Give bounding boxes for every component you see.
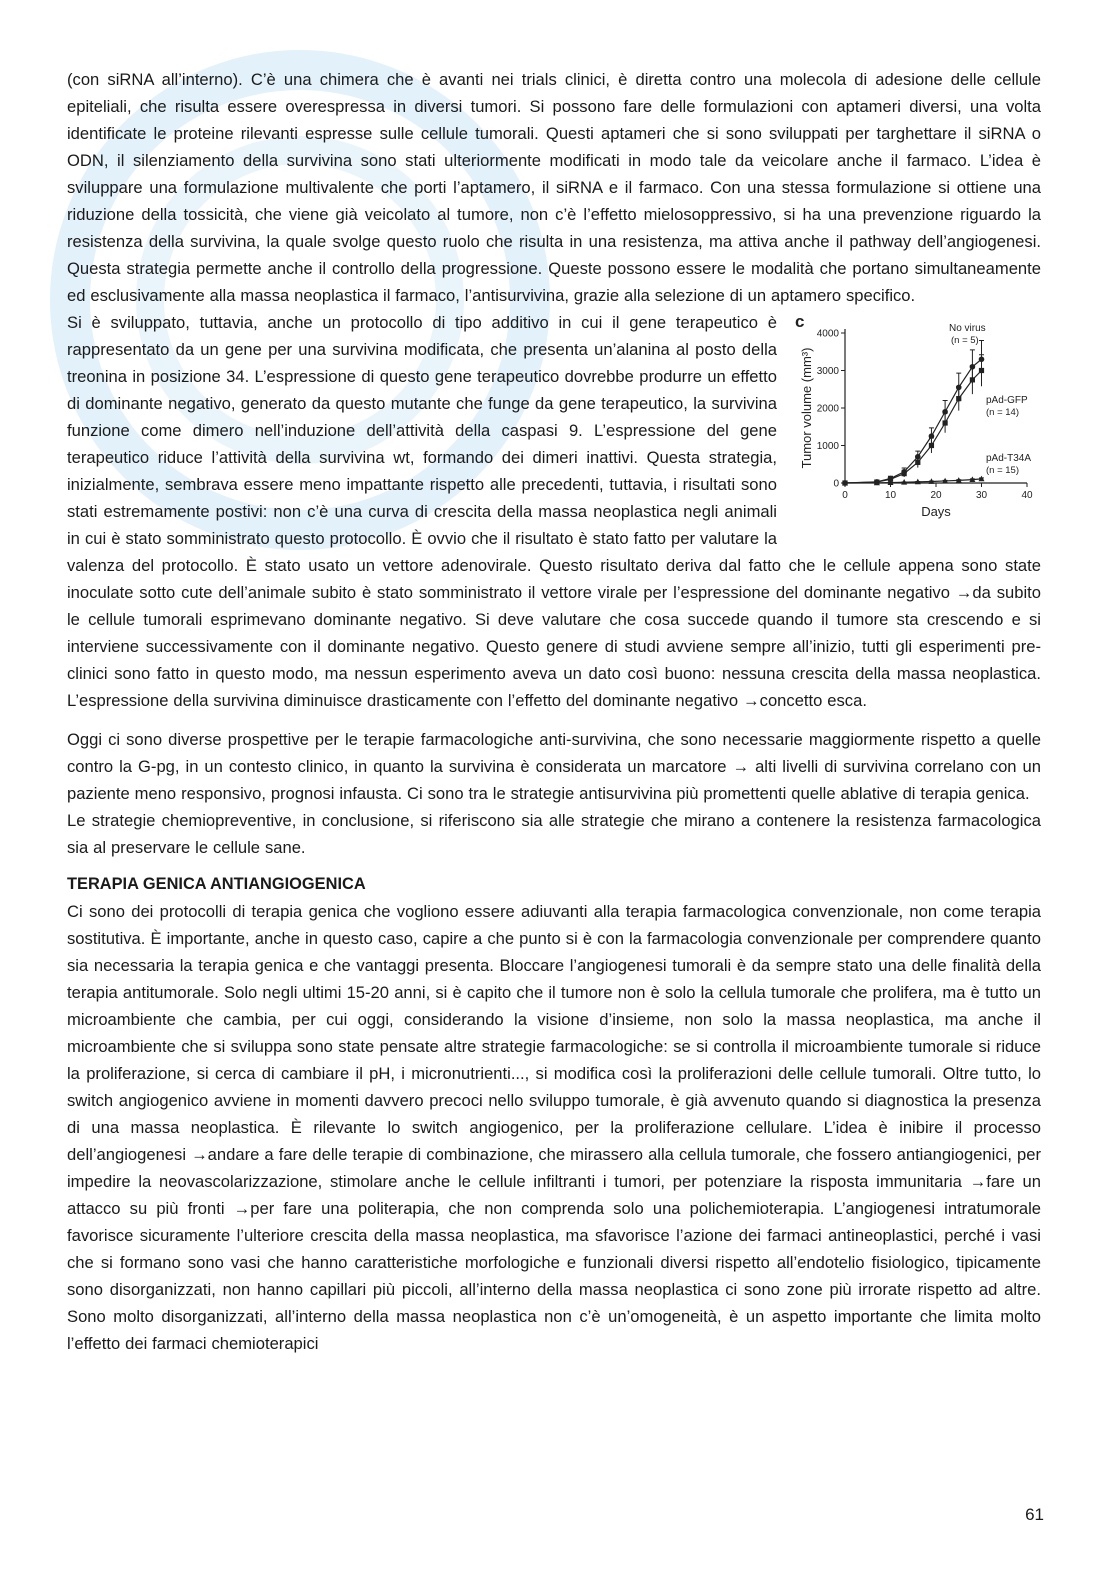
paragraph-antisurvivin-perspectives: Oggi ci sono diverse prospettive per le terapie farmacologiche anti-survivina, che sono necessarie maggiormente rispetto a quelle contro la G-pg, in un contesto clinico, in quanto la survivina è considerata un marcatore → alti livelli di survivina correlano con un paziente meno responsivo, prognosi infausta. Ci sono tra le strategie antisurvivina più promettenti quelle ablative di terapia genica.: [67, 730, 1041, 803]
data-point: [915, 460, 920, 465]
x-tick-label: 0: [842, 490, 848, 501]
series-label: pAd-GFP: [986, 395, 1028, 406]
page-number: 61: [1025, 1505, 1044, 1524]
y-tick-label: 0: [833, 478, 839, 490]
paragraph-survivin-mutant: Si è sviluppato, tuttavia, anche un protocollo di tipo additivo in cui il gene terapeutico è rappresentato da un gene per una survivina modificata, che presenta un’alanina al posto della treonina in posizione 34. L’espressione di questo gene terapeutico dovrebbe produrre un effetto di dominante negativo, generato da questo mutante che funge da gene terapeutico, la survivina funzione come dimero nell’induzione dell’attività della caspasi 9. L’espressione del gene terapeutico riduce l’attività della survivina wt, formando dei dimeri inattivi. Questa strategia, inizialmente, sembrava essere meno impattante rispetto alle precedenti, tuttavia, i risultati sono stati estremamente postivi: non c’è una curva di crescita della massa neoplastica negli animali in cui è stato somministrato questo protocollo. È ovvio che il risultato è stato fatto per valutare la valenza del protocollo. È stato usato un vettore adenovirale. Questo risultato deriva dal fatto che le cellule appena sono state inoculate sotto cute dell’animale subito è stato somministrato il vettore virale per l’espressione del dominante negativo →da subito le cellule tumorali esprimevano dominante negativo. Si deve valutare che cosa succede quando il tumore sta crescendo e si interviene successivamente con il dominante negativo. Questo genere di studi avviene sempre all’inizio, tutti gli esperimenti pre-clinici sono fatto in questo modo, ma nessun esperimento aveva un dato così buono: nessuna crescita della massa neoplastica. L’espressione della survivina diminuisce drasticamente con l’effetto del dominante negativo →concetto esca.: [67, 313, 1041, 710]
data-point: [979, 368, 984, 373]
panel-label: c: [795, 312, 805, 331]
x-tick-label: 10: [884, 490, 897, 501]
data-point: [956, 396, 961, 401]
series-label: No virus: [949, 323, 986, 334]
data-point: [970, 377, 975, 382]
y-tick-label: 1000: [816, 441, 839, 452]
x-tick-label: 20: [930, 490, 942, 501]
data-point: [902, 471, 907, 476]
paragraph-antiangiogenic: Ci sono dei protocolli di terapia genica che vogliono essere adiuvanti alla terapia farmacologica convenzionale, non come terapia sostitutiva. È importante, anche in questo caso, capire a che punto si è con la farmacologia convenzionale per comprendere quanto sia necessaria la terapia genica e che vantaggi presenta. Bloccare l’angiogenesi tumorali è da sempre stato una delle finalità della terapia antitumorale. Solo negli ultimi 15-20 anni, si è capito che il tumore non è solo la cellula tumorale che prolifera, ma è tutto un microambiente che cambia, per cui oggi, considerando la visione d’insieme, non solo la massa neoplastica, ma anche il microambiente che si sviluppa sono state pensate altre strategie farmacologiche: se si controlla il microambiente tumorale si riduce la proliferazione, si cerca di cambiare il pH, i micronutrienti..., si modifica così la proliferazioni delle cellule tumorali. Oltre tutto, lo switch angiogenico avviene in momenti davvero precoci nello sviluppo tumorale, è già avvenuto quando si diagnostica la presenza di una massa neoplastica. È rilevante lo switch angiogenico, per la proliferazione cellulare. L’idea è inibire il processo dell’angiogenesi →andare a fare delle terapie di combinazione, che mirassero alla cellula tumorale, che fossero antiangiogenici, per impedire la neovascolarizzazione, stimolare anche le cellule infiltranti i tumori, per potenziare la risposta immunitaria →fare un attacco su più fronti →per fare una politerapia, che non comprenda solo una polichemioterapia. L’angiogenesi intratumorale favorisce sicuramente l’ulteriore crescita della massa neoplastica, ma sfavorisce l’azione dei farmaci antineoplastici, perché i vasi che si formano sono vasi che hanno caratteristiche morfologiche e funzionali diversi rispetto all’endotelio fisiologico, tipicamente sono disorganizzati, non hanno capillari più piccoli, all’interno della massa neoplastica ci sono zone più irrorate rispetto ad altre. Sono molto disorganizzati, all’interno della massa neoplastica non c’è un’omogeneità, è un aspetto importante che limita molto l’effetto dei farmaci chemioterapici: [67, 902, 1041, 1353]
y-tick-label: 4000: [816, 328, 839, 340]
series-line-0: [845, 359, 982, 483]
y-tick-label: 2000: [816, 403, 839, 415]
tumor-volume-chart: [791, 311, 1047, 529]
x-tick-label: 40: [1021, 490, 1033, 501]
data-point: [943, 420, 948, 425]
paragraph-chemopreventive: Le strategie chemiopreventive, in conclusione, si riferiscono sia alle strategie che mirano a contenere la resistenza farmacologica sia al preservare le cellule sane.: [67, 811, 1041, 857]
y-tick-label: 3000: [816, 366, 839, 377]
series-n-label: (n = 14): [986, 407, 1020, 418]
section-heading: TERAPIA GENICA ANTIANGIOGENICA: [67, 875, 366, 893]
x-axis-label: Days: [921, 504, 951, 519]
series-n-label: (n = 5): [951, 335, 979, 346]
x-tick-label: 30: [975, 490, 988, 501]
chart-svg: [791, 311, 1047, 529]
y-axis-label: Tumor volume (mm³): [799, 347, 814, 469]
document-page: [67, 66, 1041, 1357]
paragraph-aptamer: (con siRNA all’interno). C’è una chimera che è avanti nei trials clinici, è diretta contro una molecola di adesione delle cellule epiteliali, che risulta essere overespressa in diversi tumori. Si possono fare delle formulazioni con aptameri diversi, una volta identificate le proteine rilevanti espresse sulle cellule tumorali. Questi aptameri che si sono sviluppati per targhettare il siRNA o ODN, il silenziamento della survivina sono stati ulteriormente modificati in modo tale da veicolare anche il farmaco. L’idea è sviluppare una formulazione multivalente che porti l’aptamero, il siRNA e il farmaco. Con una stessa formulazione si ottiene una riduzione della tossicità, che viene già veicolato al tumore, non c’è l’effetto mielosoppressivo, si ha una prevenzione riguardo la resistenza della survivina, la quale svolge questo ruolo che risulta in una resistenza, ma attiva anche il pathway dell’angiogenesi. Questa strategia permette anche il controllo della progressione. Queste possono essere le modalità che portano simultaneamente ed esclusivamente alla massa neoplastica il farmaco, l’antisurvivina, grazie alla selezione di un aptamero specifico.: [67, 70, 1041, 305]
series-label: pAd-T34A: [986, 453, 1032, 464]
series-n-label: (n = 15): [986, 465, 1020, 476]
data-point: [929, 443, 934, 448]
